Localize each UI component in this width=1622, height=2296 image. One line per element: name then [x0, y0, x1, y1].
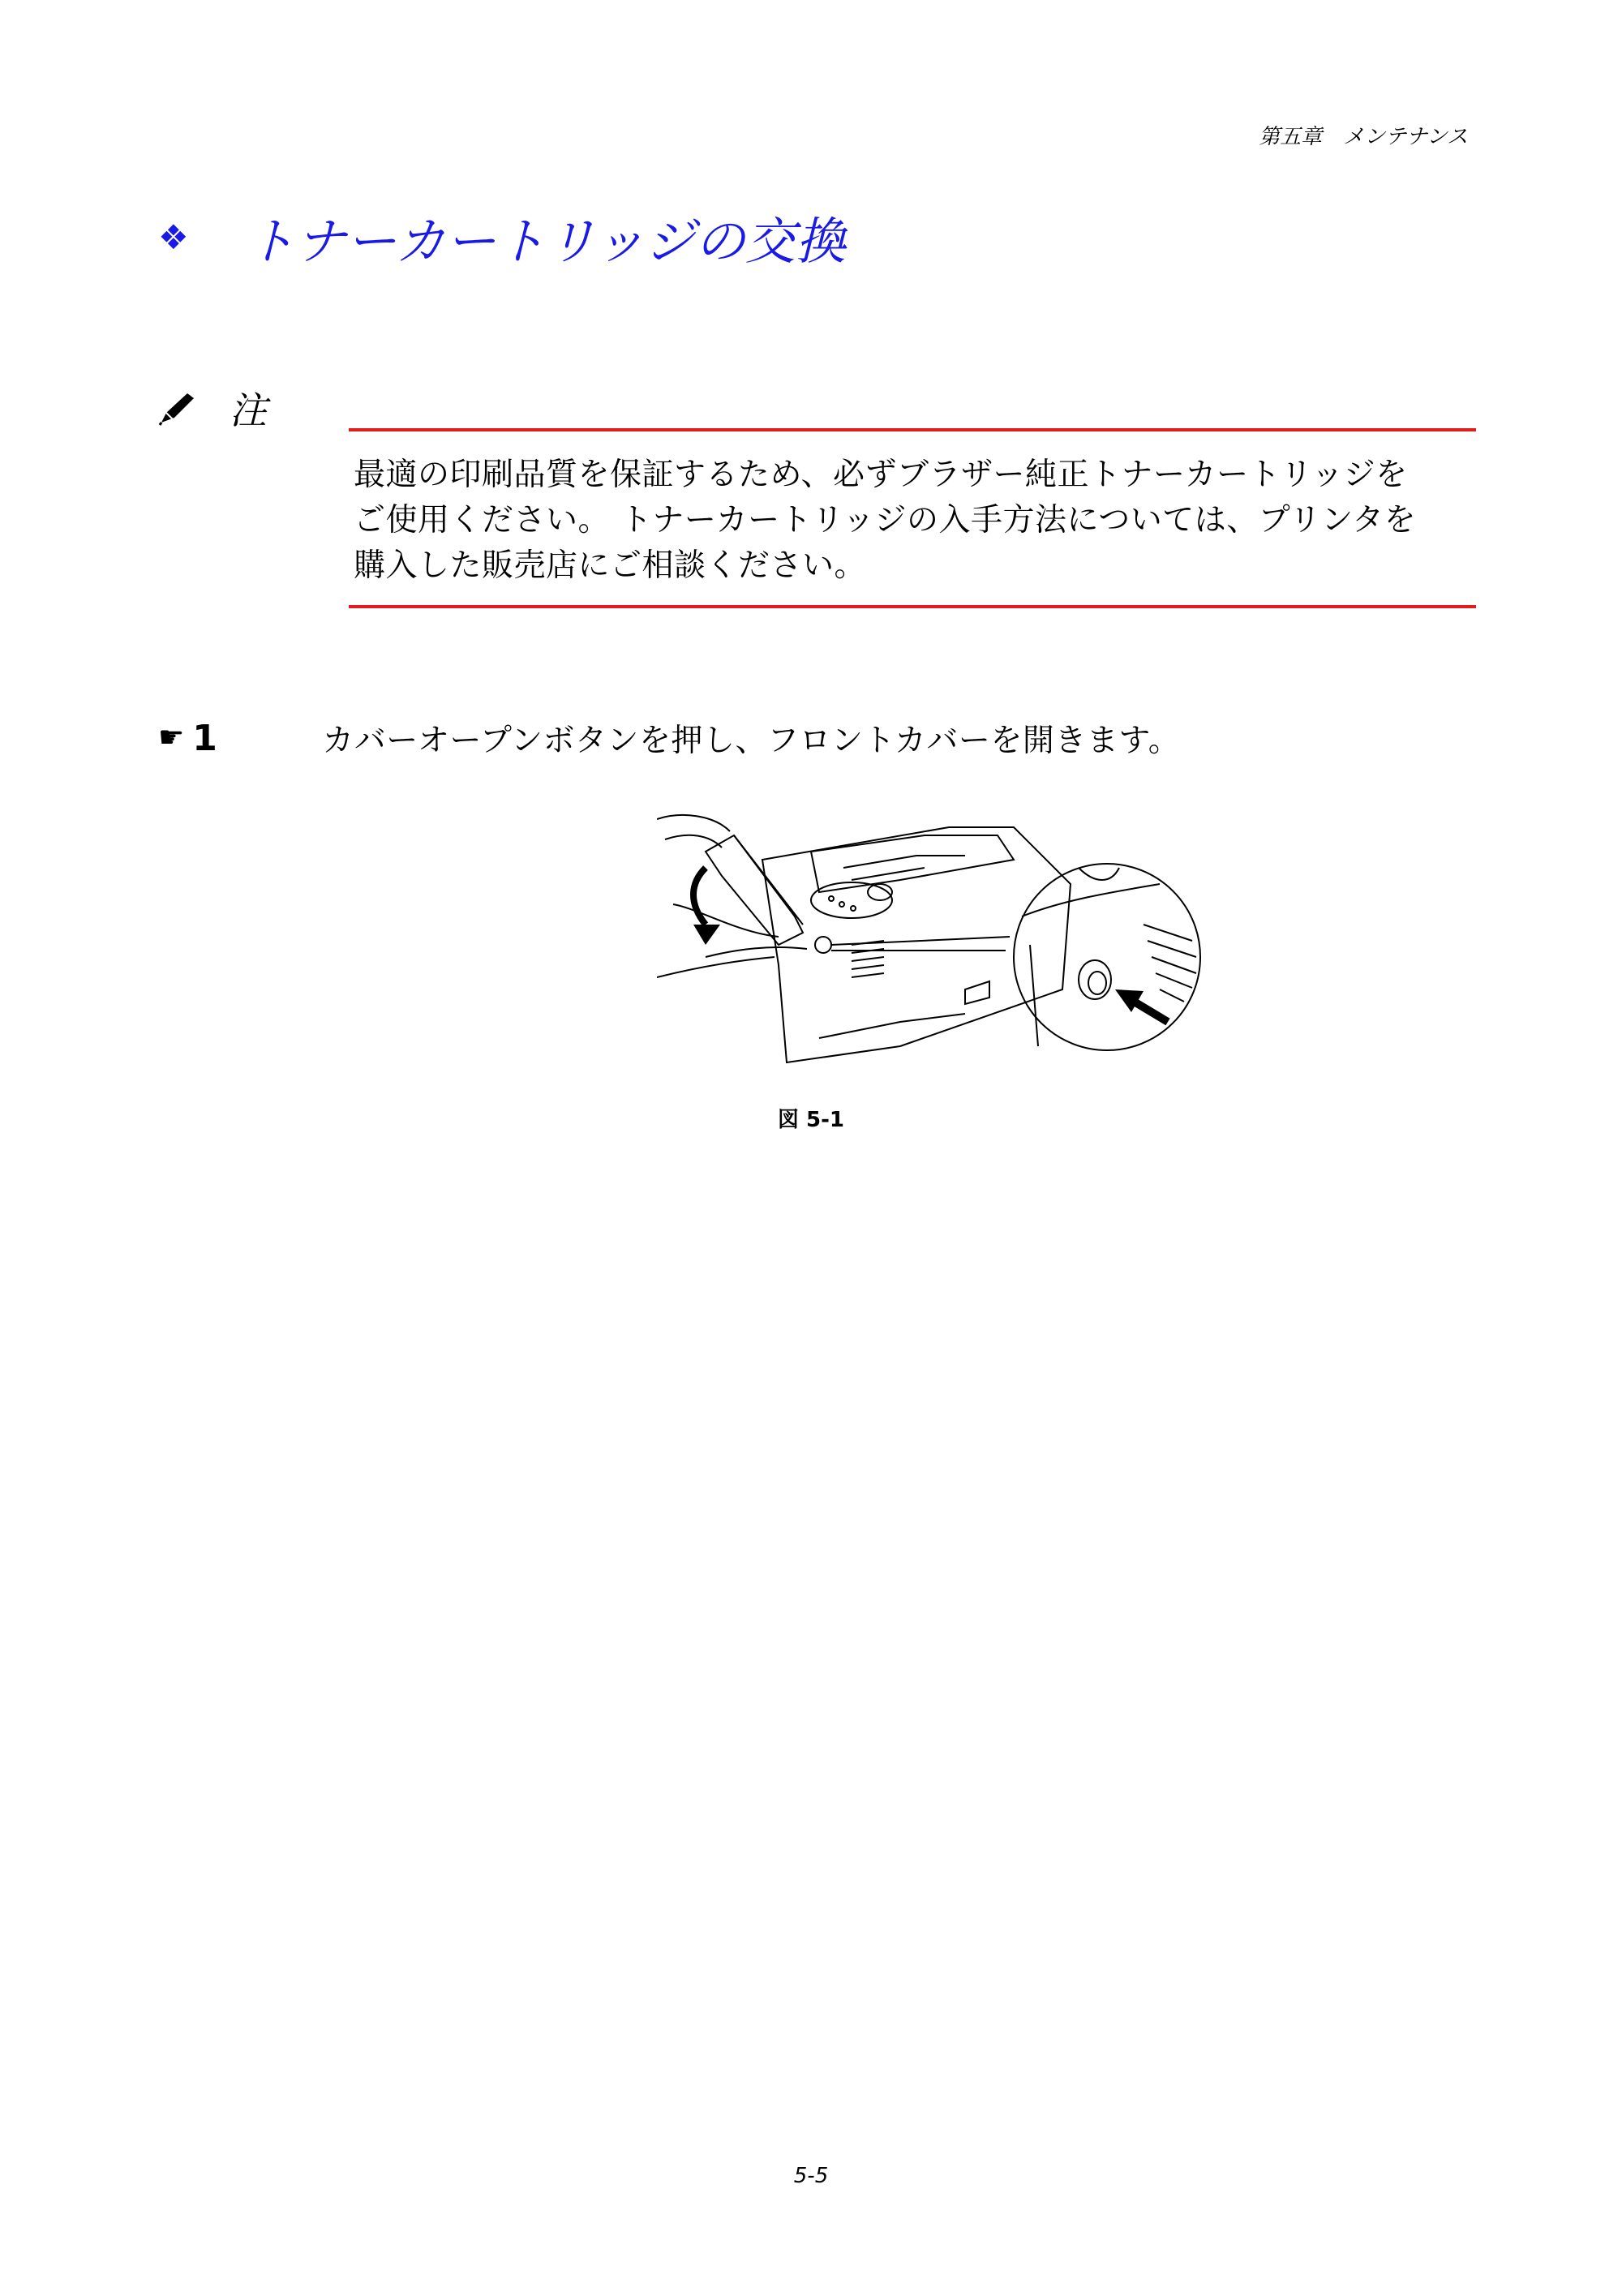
chapter-header: 第五章 メンテナンス — [1259, 125, 1468, 149]
section-title-row — [158, 201, 846, 273]
step-text: カバーオープンボタンを押し、フロントカバーを開きます。 — [322, 723, 1181, 759]
section-title: トナーカートリッジの交換 — [245, 212, 846, 271]
step-1 — [158, 715, 1180, 761]
figure-caption: 図 5-1 — [777, 1108, 845, 1132]
note-heading — [158, 381, 267, 435]
note-label: 注 — [230, 388, 267, 432]
diamond-cluster-icon: ❖ — [158, 217, 189, 257]
page-number: 5-5 — [793, 2164, 829, 2188]
pointing-hand-icon: ☛ — [158, 721, 185, 754]
pen-icon — [158, 390, 197, 426]
note-line: 最適の印刷品質を保証するため、必ずブラザー純正トナーカートリッジを — [354, 457, 1408, 493]
note-box — [349, 428, 1476, 608]
printer-illustration — [657, 803, 1208, 1079]
note-line: 購入した販売店にご相談ください。 — [354, 547, 867, 584]
step-number: 1 — [192, 717, 217, 759]
note-line: ご使用ください。 トナーカートリッジの入手方法については、プリンタを — [354, 502, 1417, 539]
